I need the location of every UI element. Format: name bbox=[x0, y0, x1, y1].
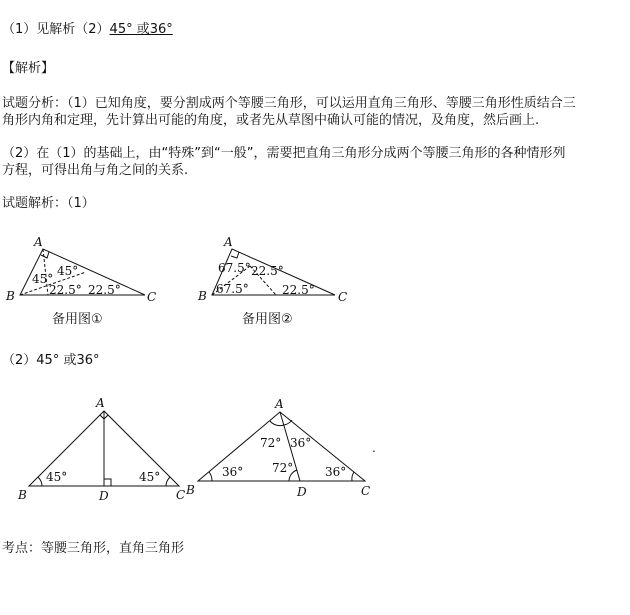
fig3-label-B: B bbox=[18, 488, 27, 502]
fig1-label-C: C bbox=[147, 290, 157, 304]
fig3-angle-C: 45° bbox=[139, 470, 161, 484]
fig2-label-C: C bbox=[338, 290, 348, 304]
fig4-label-B: B bbox=[186, 483, 195, 497]
fig1-angle-3: 22.5° bbox=[49, 283, 82, 297]
fig4-angle-arc-A-left bbox=[270, 421, 284, 426]
part2-heading: （2）45° 或36° bbox=[2, 353, 100, 368]
fig4-trailing-dot: . bbox=[372, 441, 376, 455]
fig4-label-D: D bbox=[297, 485, 307, 499]
keypoints: 考点：等腰三角形，直角三角形 bbox=[2, 541, 185, 556]
fig3-label-D: D bbox=[99, 489, 109, 503]
fig4-angle-arc-C bbox=[352, 472, 354, 481]
fig2-caption: 备用图② bbox=[242, 312, 293, 327]
fig4-angle-B: 36° bbox=[222, 465, 244, 479]
fig1-label-B: B bbox=[6, 289, 15, 303]
fig3-right-angle-mark-D bbox=[104, 479, 111, 486]
fig4-angle-D: 72° bbox=[272, 461, 294, 475]
fig1-caption: 备用图① bbox=[52, 312, 103, 327]
fig1-right-angle-mark bbox=[41, 252, 49, 258]
analysis-line-1: 试题分析：（1）已知角度，要分割成两个等腰三角形，可以运用直角三角形、等腰三角形性质结合三 bbox=[2, 96, 576, 111]
fig1-angle-4: 22.5° bbox=[88, 283, 121, 297]
solution-heading: 试题解析：（1） bbox=[2, 196, 95, 211]
fig3-label-A: A bbox=[96, 396, 105, 410]
fig4-label-C: C bbox=[361, 484, 371, 498]
fig2-label-A: A bbox=[224, 235, 233, 249]
analysis-line-4: 方程，可得出角与角之间的关系. bbox=[2, 163, 189, 178]
fig2-label-B: B bbox=[198, 289, 207, 303]
fig3-angle-arc-C bbox=[166, 477, 170, 486]
fig4-label-A: A bbox=[275, 397, 284, 411]
fig4-angle-A-left: 72° bbox=[260, 436, 282, 450]
fig2-right-angle-mark bbox=[231, 252, 239, 258]
fig3-angle-B: 45° bbox=[46, 470, 68, 484]
fig3-angle-arc-B bbox=[38, 477, 42, 486]
fig1-label-A: A bbox=[34, 235, 43, 249]
fig1-angle-1: 45° bbox=[32, 272, 54, 286]
fig4-angle-A-right: 36° bbox=[290, 436, 312, 450]
fig2-angle-3: 67.5° bbox=[216, 282, 249, 296]
analysis-line-2: 角形内角和定理，先计算出可能的角度，或者先从草图中确认可能的情况，及角度，然后画上. bbox=[2, 113, 540, 128]
fig4-angle-arc-A-right bbox=[284, 420, 292, 425]
fig4-angle-C: 36° bbox=[325, 465, 347, 479]
analysis-line-3: （2）在（1）的基础上，由“特殊”到“一般”，需要把直角三角形分成两个等腰三角形的各种情形列 bbox=[2, 146, 566, 161]
fig2-angle-2: 22.5° bbox=[251, 264, 284, 278]
answer-part1: （1）见解析（2） bbox=[2, 22, 110, 37]
fig2-angle-1: 67.5° bbox=[218, 261, 251, 275]
fig2-angle-4: 22.5° bbox=[282, 283, 315, 297]
fig3-label-C: C bbox=[176, 488, 186, 502]
section-title: 【解析】 bbox=[2, 61, 55, 76]
fig4-angle-arc-B bbox=[209, 472, 212, 481]
fig1-angle-2: 45° bbox=[57, 264, 79, 278]
answer-part2: 45° 或36° bbox=[109, 22, 173, 37]
